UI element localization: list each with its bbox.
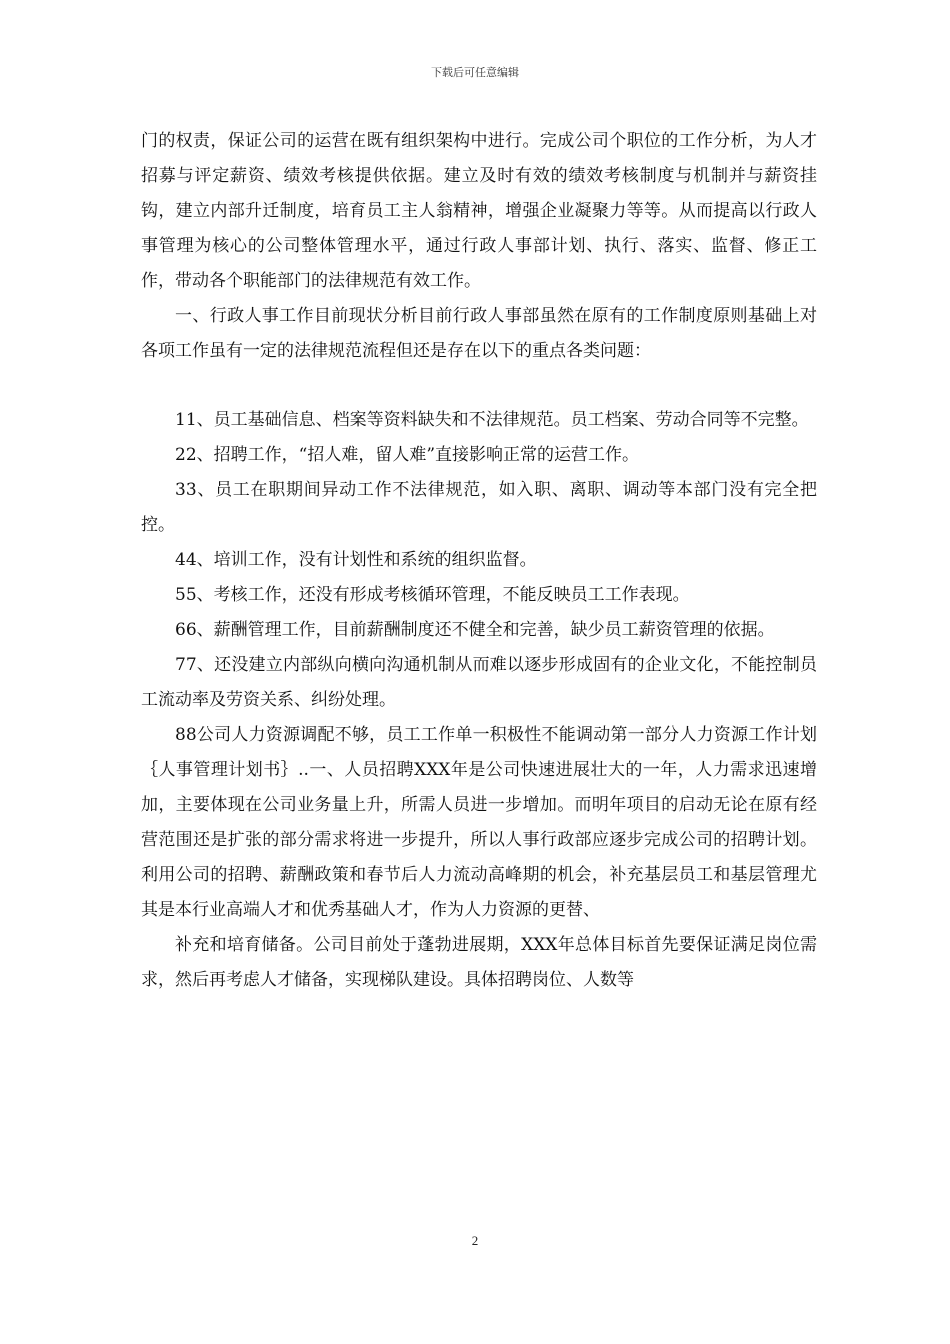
list-item-1: 11、员工基础信息、档案等资料缺失和不法律规范。员工档案、劳动合同等不完整。 [175,410,809,430]
page-header: 下载后可任意编辑 [431,66,519,79]
paragraph-reserve: 补充和培育储备。公司目前处于蓬勃进展期，XXX年总体目标首先要保证满足岗位需求，然后再考虑人才储备，实现梯队建设。具体招聘岗位、人数等 [141,935,817,990]
paragraph-intro: 门的权责，保证公司的运营在既有组织架构中进行。完成公司个职位的工作分析，为人才招募与评定薪资、绩效考核提供依据。建立及时有效的绩效考核制度与机制并与薪资挂钩，建立内部升迁制度，培育员工主人翁精神，增强企业凝聚力等等。从而提高以行政人事管理为核心的公司整体管理水平，通过行政人事部计划、执行、落实、监督、修正工作，带动各个职能部门的法律规范有效工作。 [141,131,817,291]
list-item-6: 66、薪酬管理工作，目前薪酬制度还不健全和完善，缺少员工薪资管理的依据。 [175,620,775,640]
list-item-8: 88公司人力资源调配不够，员工工作单一积极性不能调动第一部分人力资源工作计划｛人事管理计划书｝..一、人员招聘XXX年是公司快速进展壮大的一年，人力需求迅速增加，主要体现在公司业务量上升，所需人员进一步增加。而明年项目的启动无论在原有经营范围还是扩张的部分需求将进一步提升，所以人事行政部应逐步完成公司的招聘计划。利用公司的招聘、薪酬政策和春节后人力流动高峰期的机会，补充基层员工和基层管理尤其是本行业高端人才和优秀基础人才，作为人力资源的更替、 [141,725,817,920]
list-item-4: 44、培训工作，没有计划性和系统的组织监督。 [175,550,537,570]
paragraph-status-analysis: 一、行政人事工作目前现状分析目前行政人事部虽然在原有的工作制度原则基础上对各项工作虽有一定的法律规范流程但还是存在以下的重点各类问题： [141,306,817,361]
list-item-7: 77、还没建立内部纵向横向沟通机制从而难以逐步形成固有的企业文化，不能控制员工流动率及劳资关系、纠纷处理。 [141,655,817,710]
list-item-2: 22、招聘工作，“招人难，留人难”直接影响正常的运营工作。 [175,445,640,465]
list-item-3: 33、员工在职期间异动工作不法律规范，如入职、离职、调动等本部门没有完全把控。 [141,480,817,535]
paragraph-gap [141,369,817,403]
list-item-5: 55、考核工作，还没有形成考核循环管理，不能反映员工工作表现。 [175,585,690,605]
page-number: 2 [471,1233,479,1248]
document-body [141,124,817,998]
